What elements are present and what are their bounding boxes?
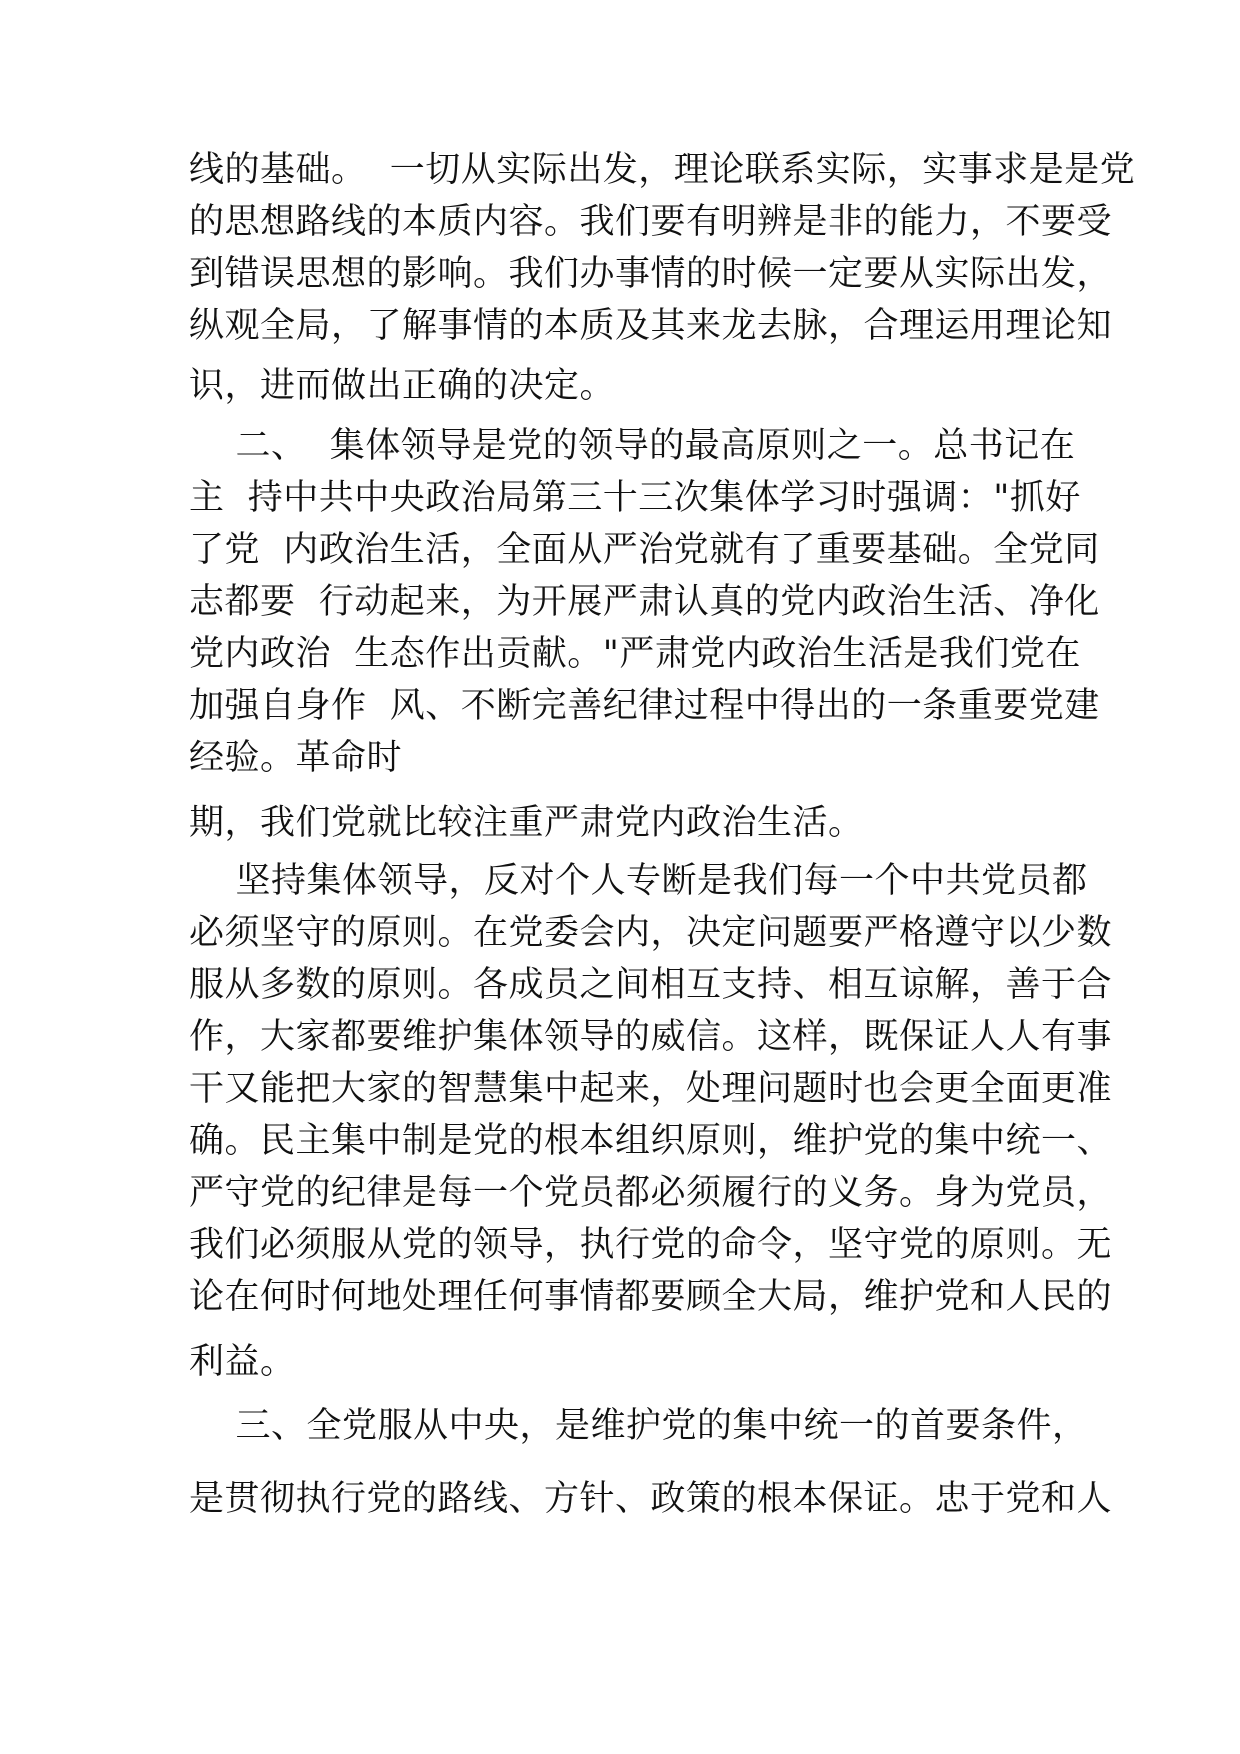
text-line: 了党 内政治生活，全面从严治党就有了重要基础。全党同: [189, 530, 1100, 570]
text-line: 论在何时何地处理任何事情都要顾全大局，维护党和人民的: [189, 1277, 1113, 1317]
text-line: 干又能把大家的智慧集中起来，处理问题时也会更全面更准: [189, 1069, 1113, 1109]
text-line: 志都要 行动起来，为开展严肃认真的党内政治生活、净化: [189, 582, 1100, 622]
text-line: 加强自身作 风、不断完善纪律过程中得出的一条重要党建: [189, 686, 1100, 726]
text-line: 经验。革命时: [189, 738, 403, 778]
text-line: 确。民主集中制是党的根本组织原则，维护党的集中统一、: [189, 1121, 1113, 1161]
text-line: 严守党的纪律是每一个党员都必须履行的义务。身为党员，: [189, 1173, 1113, 1213]
text-line: 到错误思想的影响。我们办事情的时候一定要从实际出发，: [189, 254, 1113, 294]
text-line: 的思想路线的本质内容。我们要有明辨是非的能力，不要受: [189, 202, 1113, 242]
text-line: 服从多数的原则。各成员之间相互支持、相互谅解，善于合: [189, 965, 1113, 1005]
text-line: 线的基础。 一切从实际出发，理论联系实际，实事求是是党: [189, 150, 1136, 190]
text-line: 纵观全局，了解事情的本质及其来龙去脉，合理运用理论知: [189, 306, 1113, 346]
text-line: 坚持集体领导，反对个人专断是我们每一个中共党员都: [189, 861, 1088, 901]
text-line: 利益。: [189, 1342, 296, 1382]
text-line: 三、全党服从中央，是维护党的集中统一的首要条件，: [189, 1406, 1088, 1446]
text-line: 二、 集体领导是党的领导的最高原则之一。总书记在: [189, 426, 1076, 466]
text-line: 识，进而做出正确的决定。: [189, 366, 616, 406]
text-line: 期，我们党就比较注重严肃党内政治生活。: [189, 803, 864, 843]
text-line: 必须坚守的原则。在党委会内，决定问题要严格遵守以少数: [189, 913, 1113, 953]
text-line: 作，大家都要维护集体领导的威信。这样，既保证人人有事: [189, 1017, 1113, 1057]
text-line: 主 持中共中央政治局第三十三次集体学习时强调："抓好: [189, 478, 1081, 518]
text-line: 是贯彻执行党的路线、方针、政策的根本保证。忠于党和人: [189, 1479, 1113, 1519]
text-line: 党内政治 生态作出贡献。"严肃党内政治生活是我们党在: [189, 634, 1081, 674]
text-line: 我们必须服从党的领导，执行党的命令，坚守党的原则。无: [189, 1225, 1113, 1265]
